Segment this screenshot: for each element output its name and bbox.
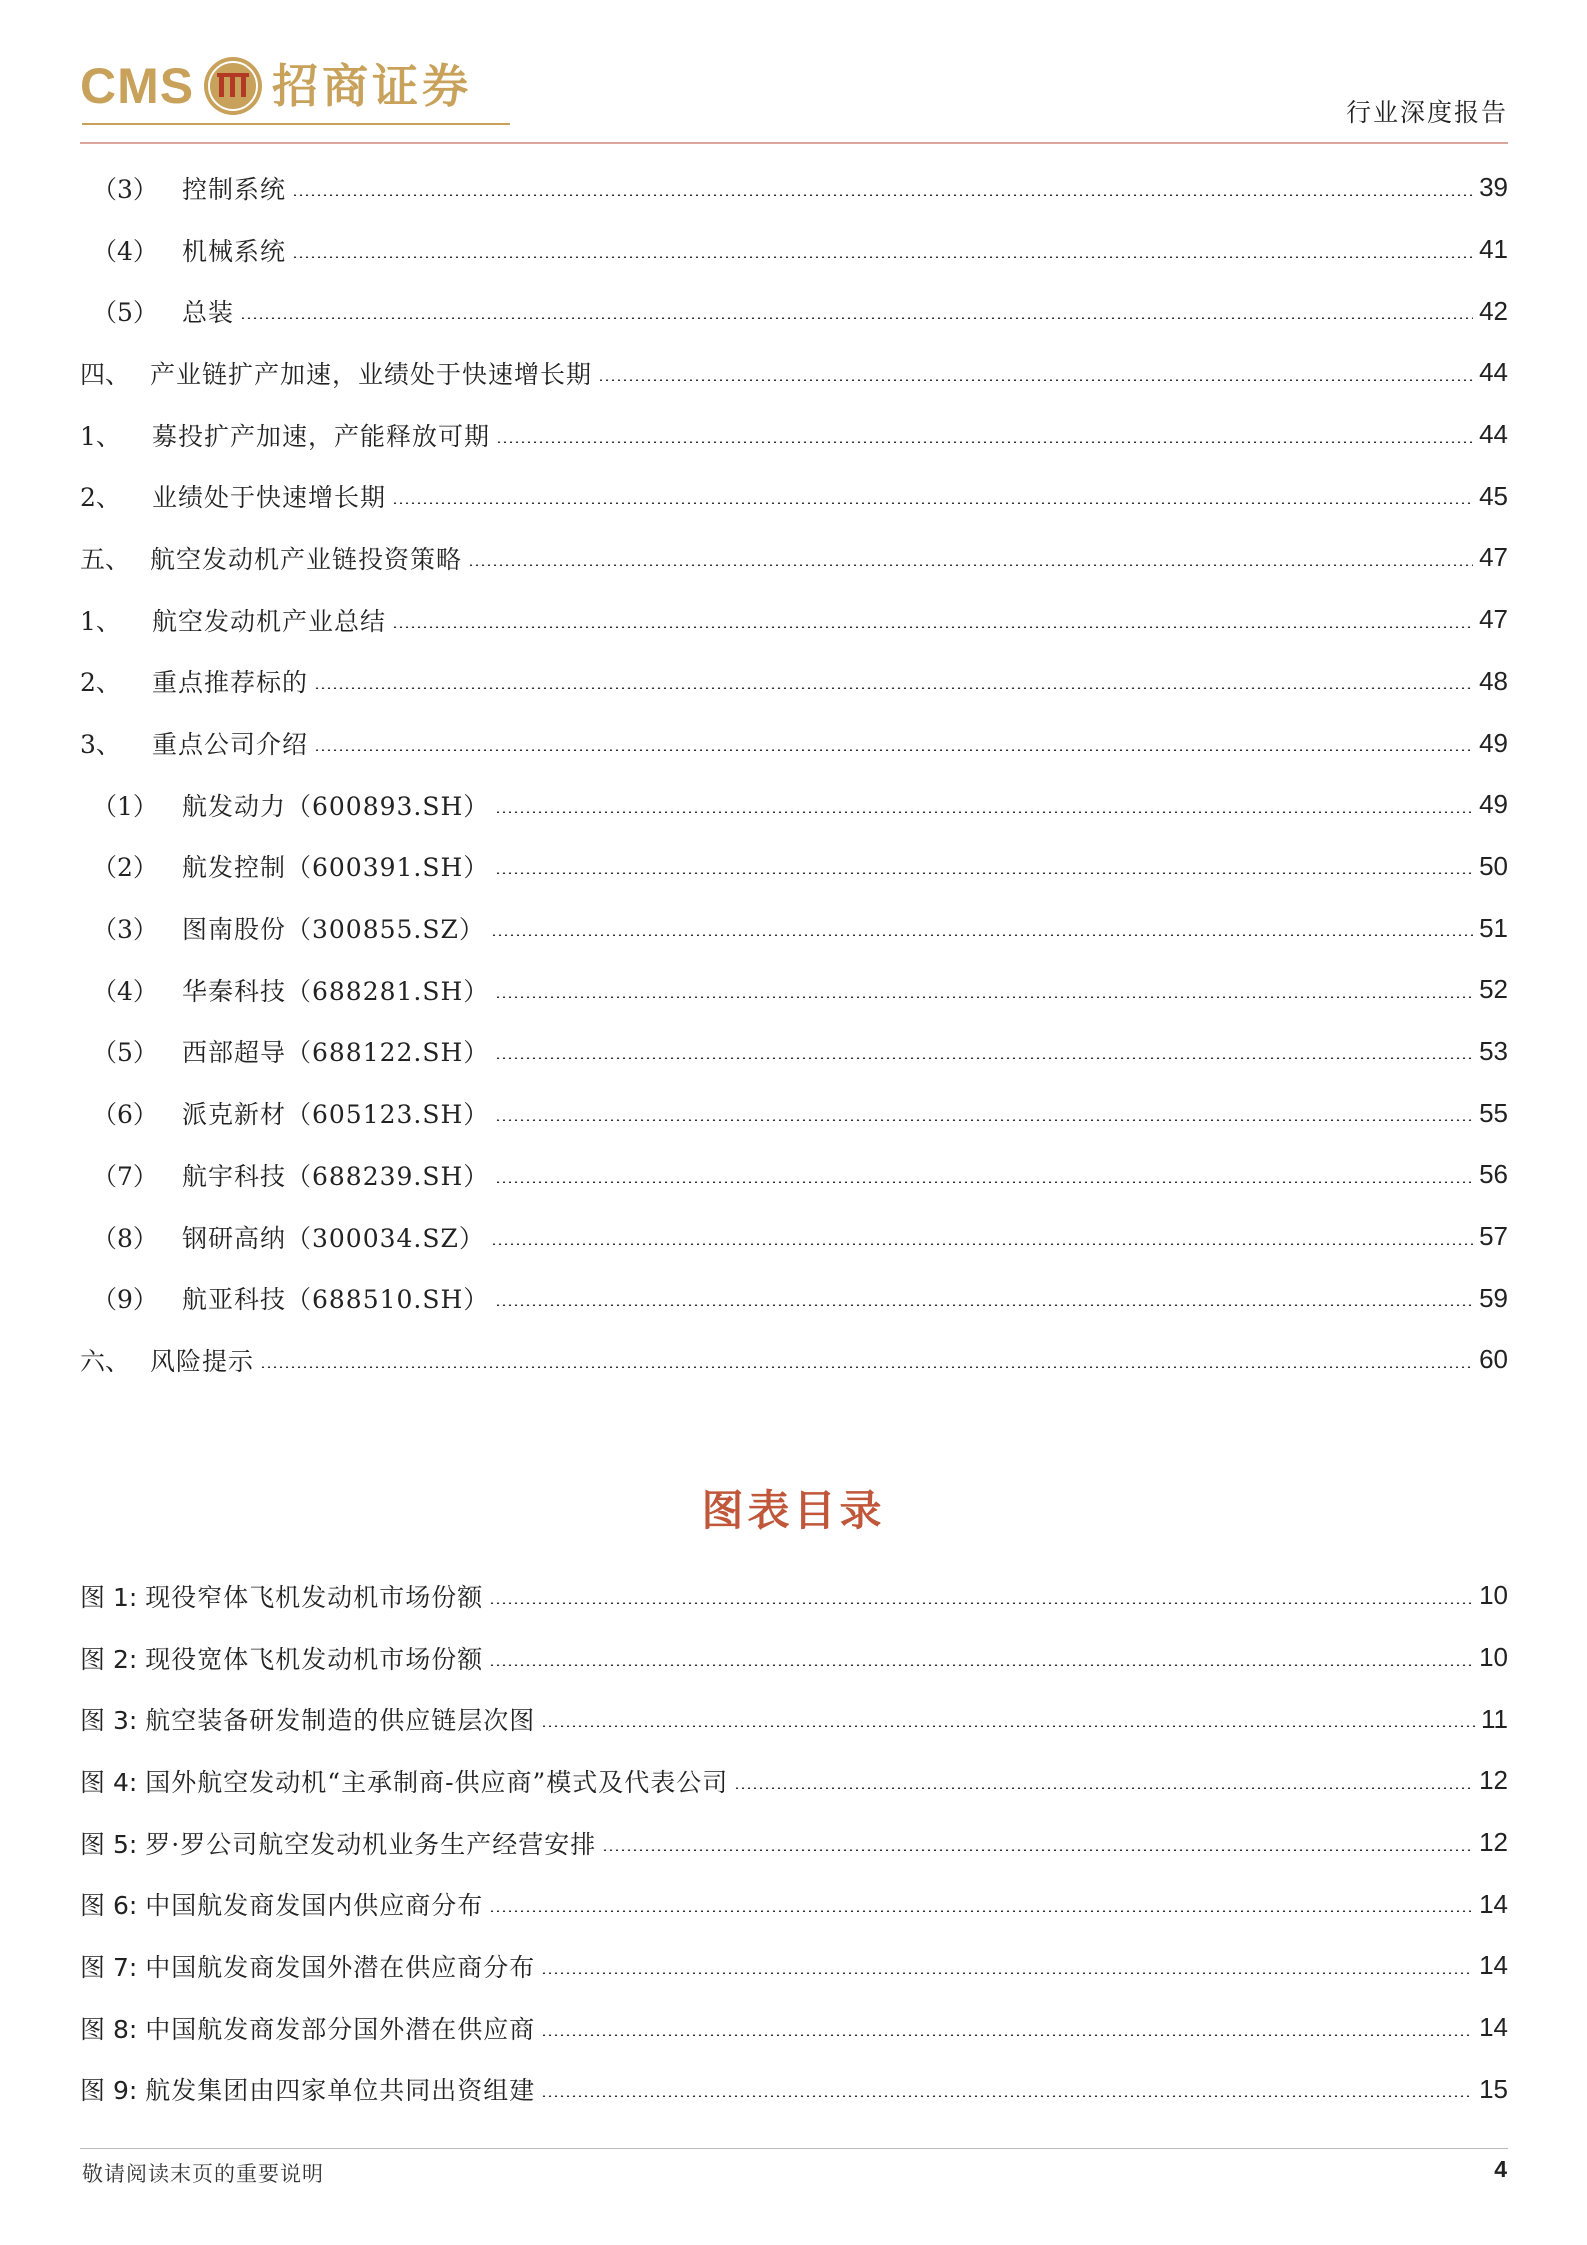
- toc-entry[interactable]: [80, 280, 1508, 342]
- toc-entry[interactable]: [80, 1206, 1508, 1268]
- figure-entry-title: 现役窄体飞机发动机市场份额: [145, 1582, 484, 1612]
- toc-entry-title: 航宇科技（688239.SH）: [182, 1161, 490, 1191]
- figure-entry[interactable]: [80, 1997, 1508, 2059]
- company-logo: [80, 55, 472, 117]
- toc-entry-title: 业绩处于快速增长期: [152, 483, 387, 513]
- figure-entry[interactable]: [80, 1688, 1508, 1750]
- footer-note: 敬请阅读末页的重要说明: [82, 2162, 324, 2186]
- figure-entry-label: 图 3:: [80, 1706, 138, 1736]
- figure-entry[interactable]: [80, 1750, 1508, 1812]
- toc-entry-number: 1、: [80, 421, 121, 451]
- toc-entry-title: 航亚科技（688510.SH）: [182, 1285, 490, 1315]
- toc-entry-number: 3、: [80, 730, 121, 760]
- toc-entry[interactable]: [80, 1021, 1508, 1083]
- toc-entry-number: （7）: [92, 1161, 158, 1191]
- toc-entry[interactable]: [80, 836, 1508, 898]
- toc-entry-page: 49: [1479, 727, 1508, 758]
- toc-entry-title: 重点推荐标的: [152, 668, 309, 698]
- figure-entry-page: 14: [1479, 2012, 1508, 2043]
- page-number: 4: [1494, 2156, 1507, 2182]
- toc-entry-page: 49: [1479, 789, 1508, 820]
- figure-entry-label: 图 2:: [80, 1644, 138, 1674]
- leader-dots: [541, 2095, 1473, 2097]
- toc-entry-number: （3）: [92, 915, 158, 945]
- leader-dots: [491, 934, 1473, 936]
- toc-entry[interactable]: [80, 651, 1508, 713]
- report-type: 行业深度报告: [1345, 98, 1508, 127]
- figure-entry-title: 中国航发商发国外潜在供应商分布: [145, 1952, 536, 1982]
- toc-entry-number: （4）: [92, 976, 158, 1006]
- logo-emblem-icon: [202, 55, 264, 117]
- figure-entry-page: 15: [1479, 2073, 1508, 2104]
- toc-entry-number: 五、: [80, 544, 131, 574]
- leader-dots: [489, 1664, 1473, 1666]
- toc-entry[interactable]: [80, 1267, 1508, 1329]
- toc-entry-title: 航空发动机产业链投资策略: [150, 544, 463, 574]
- toc-entry-page: 57: [1479, 1221, 1508, 1252]
- figure-entry[interactable]: [80, 1935, 1508, 1997]
- leader-dots: [392, 626, 1473, 628]
- leader-dots: [495, 1057, 1473, 1059]
- leader-dots: [392, 502, 1473, 504]
- figure-entry-title: 罗·罗公司航空发动机业务生产经营安排: [145, 1829, 597, 1859]
- leader-dots: [541, 1972, 1473, 1974]
- toc-entry-page: 39: [1479, 172, 1508, 203]
- toc-entry[interactable]: [80, 774, 1508, 836]
- header-divider: [80, 142, 1508, 144]
- leader-dots: [495, 811, 1473, 813]
- toc-entry[interactable]: [80, 157, 1508, 219]
- toc-entry-title: 重点公司介绍: [152, 730, 309, 760]
- toc-entry-title: 华秦科技（688281.SH）: [182, 976, 490, 1006]
- toc-entry-title: 钢研高纳（300034.SZ）: [182, 1223, 485, 1253]
- figure-entry-title: 国外航空发动机“主承制商-供应商”模式及代表公司: [145, 1767, 729, 1797]
- toc-entry-number: （4）: [92, 236, 158, 266]
- leader-dots: [468, 564, 1473, 566]
- leader-dots: [496, 441, 1473, 443]
- figure-entry[interactable]: [80, 1873, 1508, 1935]
- toc-entry-number: （2）: [92, 853, 158, 883]
- toc-entry-page: 44: [1479, 357, 1508, 388]
- leader-dots: [541, 2034, 1473, 2036]
- logo-cn-text: 招商证券: [272, 59, 473, 113]
- toc-entry-number: （1）: [92, 791, 158, 821]
- toc-entry-number: 四、: [80, 359, 131, 389]
- figure-entry[interactable]: [80, 2059, 1508, 2121]
- toc-entry[interactable]: [80, 219, 1508, 281]
- toc-entry-title: 派克新材（605123.SH）: [182, 1100, 490, 1130]
- toc-entry[interactable]: [80, 897, 1508, 959]
- toc-entry[interactable]: [80, 1144, 1508, 1206]
- toc-entry-page: 56: [1479, 1159, 1508, 1190]
- figure-entry[interactable]: [80, 1565, 1508, 1627]
- toc-entry-number: （9）: [92, 1285, 158, 1315]
- toc-entry-title: 航空发动机产业总结: [152, 606, 387, 636]
- toc-entry-page: 41: [1479, 234, 1508, 265]
- toc-entry-title: 产业链扩产加速，业绩处于快速增长期: [150, 359, 593, 389]
- leader-dots: [495, 996, 1473, 998]
- leader-dots: [292, 194, 1473, 196]
- leader-dots: [491, 1243, 1473, 1245]
- toc-entry[interactable]: [80, 465, 1508, 527]
- toc-entry-page: 48: [1479, 665, 1508, 696]
- leader-dots: [541, 1725, 1475, 1727]
- figure-entry-title: 航空装备研发制造的供应链层次图: [145, 1706, 536, 1736]
- logo-underline: [82, 123, 510, 125]
- toc-entry-number: （8）: [92, 1223, 158, 1253]
- leader-dots: [489, 1602, 1473, 1604]
- figure-entry-page: 10: [1479, 1580, 1508, 1611]
- toc-entry-page: 52: [1479, 974, 1508, 1005]
- toc-entry-number: 2、: [80, 483, 121, 513]
- leader-dots: [602, 1849, 1473, 1851]
- leader-dots: [292, 256, 1473, 258]
- toc-entry-number: 六、: [80, 1346, 131, 1376]
- figure-entry-title: 中国航发商发部分国外潜在供应商: [145, 2014, 536, 2044]
- figure-entry-label: 图 6:: [80, 1891, 138, 1921]
- toc-entry-title: 航发动力（600893.SH）: [182, 791, 490, 821]
- toc-entry-title: 募投扩产加速，产能释放可期: [152, 421, 491, 451]
- figure-entry-page: 10: [1479, 1642, 1508, 1673]
- figure-entry-label: 图 5:: [80, 1829, 138, 1859]
- toc-entry[interactable]: [80, 527, 1508, 589]
- leader-dots: [260, 1366, 1473, 1368]
- toc-entry-page: 47: [1479, 542, 1508, 573]
- leader-dots: [495, 1304, 1473, 1306]
- leader-dots: [314, 687, 1473, 689]
- toc-entry-page: 42: [1479, 295, 1508, 326]
- toc-entry-number: （5）: [92, 298, 158, 328]
- figures-heading: 图表目录: [701, 1486, 886, 1535]
- figure-entry-label: 图 9:: [80, 2076, 138, 2106]
- toc-entry-title: 西部超导（688122.SH）: [182, 1038, 490, 1068]
- toc-entry-title: 风险提示: [150, 1346, 255, 1376]
- toc-entry-number: 2、: [80, 668, 121, 698]
- toc-entry-title: 航发控制（600391.SH）: [182, 853, 490, 883]
- toc-entry-page: 44: [1479, 419, 1508, 450]
- toc-entry[interactable]: [80, 404, 1508, 466]
- toc-entry-page: 45: [1479, 480, 1508, 511]
- figure-entry-title: 中国航发商发国内供应商分布: [145, 1891, 484, 1921]
- toc-entry-number: （3）: [92, 174, 158, 204]
- toc-entry-page: 47: [1479, 604, 1508, 635]
- figure-entry-label: 图 1:: [80, 1582, 138, 1612]
- toc-entry-page: 60: [1479, 1344, 1508, 1375]
- toc-entry[interactable]: [80, 712, 1508, 774]
- figure-entry-label: 图 8:: [80, 2014, 138, 2044]
- toc-entry[interactable]: [80, 342, 1508, 404]
- toc-entry-number: 1、: [80, 606, 121, 636]
- figure-entry-page: 12: [1479, 1827, 1508, 1858]
- figure-list: [80, 1565, 1508, 2120]
- figure-entry-title: 现役宽体飞机发动机市场份额: [145, 1644, 484, 1674]
- leader-dots: [489, 1910, 1473, 1912]
- toc-entry-number: （6）: [92, 1100, 158, 1130]
- toc-entry-page: 59: [1479, 1282, 1508, 1313]
- toc-entry-page: 55: [1479, 1097, 1508, 1128]
- toc-entry-page: 51: [1479, 912, 1508, 943]
- toc-entry-title: 总装: [182, 298, 235, 328]
- toc-entry[interactable]: [80, 1329, 1508, 1391]
- page-header: [80, 55, 1508, 145]
- figure-entry-page: 12: [1479, 1765, 1508, 1796]
- toc-entry-number: （5）: [92, 1038, 158, 1068]
- footer-divider: [80, 2148, 1508, 2149]
- figure-entry[interactable]: [80, 1812, 1508, 1874]
- figure-entry-label: 图 4:: [80, 1767, 138, 1797]
- leader-dots: [314, 749, 1473, 751]
- leader-dots: [495, 872, 1473, 874]
- toc-entry-page: 53: [1479, 1035, 1508, 1066]
- leader-dots: [240, 317, 1473, 319]
- table-of-contents: [80, 157, 1508, 1391]
- leader-dots: [495, 1119, 1473, 1121]
- toc-entry[interactable]: [80, 589, 1508, 651]
- toc-entry[interactable]: [80, 959, 1508, 1021]
- figure-entry[interactable]: [80, 1627, 1508, 1689]
- figure-entry-page: 14: [1479, 1888, 1508, 1919]
- logo-cms-text: CMS: [80, 58, 195, 114]
- figure-entry-label: 图 7:: [80, 1952, 138, 1982]
- figure-entry-title: 航发集团由四家单位共同出资组建: [145, 2076, 536, 2106]
- figure-entry-page: 11: [1481, 1703, 1508, 1734]
- figure-entry-page: 14: [1479, 1950, 1508, 1981]
- toc-entry-title: 图南股份（300855.SZ）: [182, 915, 485, 945]
- leader-dots: [495, 1181, 1473, 1183]
- leader-dots: [734, 1787, 1473, 1789]
- toc-entry-page: 50: [1479, 850, 1508, 881]
- toc-entry[interactable]: [80, 1082, 1508, 1144]
- toc-entry-title: 控制系统: [182, 174, 287, 204]
- toc-entry-title: 机械系统: [182, 236, 287, 266]
- leader-dots: [598, 379, 1473, 381]
